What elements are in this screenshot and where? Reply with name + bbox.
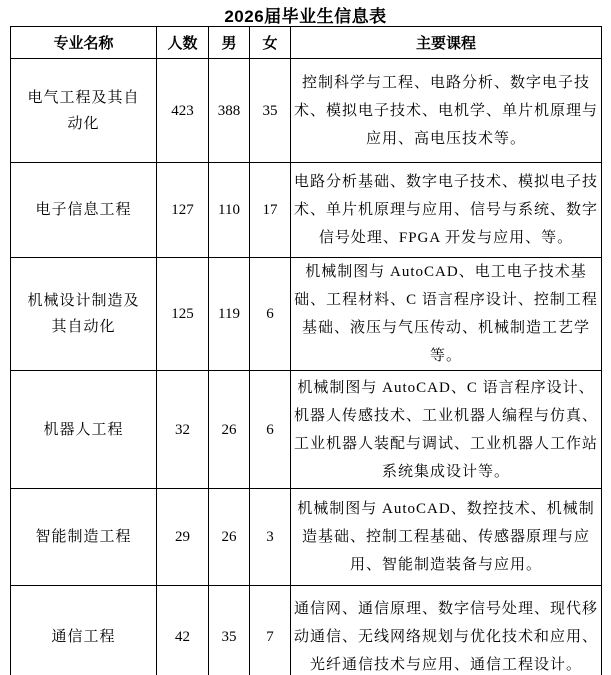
female-count-cell: 35: [250, 59, 291, 163]
major-name-cell: 智能制造工程: [11, 489, 157, 586]
male-count-cell: 110: [209, 163, 250, 258]
total-count-cell: 42: [157, 586, 209, 675]
male-count-cell: 26: [209, 489, 250, 586]
total-count-cell: 423: [157, 59, 209, 163]
female-count-cell: 3: [250, 489, 291, 586]
table-row: [11, 371, 602, 489]
courses-cell: 机械制图与 AutoCAD、数控技术、机械制造基础、控制工程基础、传感器原理与应用、智能制造装备与应用。: [291, 489, 602, 586]
table-row: [11, 59, 602, 163]
male-count-cell: 388: [209, 59, 250, 163]
table-header-row: [11, 27, 602, 59]
female-count-cell: 6: [250, 258, 291, 371]
total-count-cell: 127: [157, 163, 209, 258]
female-count-cell: 6: [250, 371, 291, 489]
major-name-cell: 机械设计制造及其自动化: [11, 258, 157, 371]
male-count-cell: 35: [209, 586, 250, 675]
courses-cell: 电路分析基础、数字电子技术、模拟电子技术、单片机原理与应用、信号与系统、数字信号处理、FPGA 开发与应用、等。: [291, 163, 602, 258]
male-count-cell: 26: [209, 371, 250, 489]
courses-cell: 控制科学与工程、电路分析、数字电子技术、模拟电子技术、电机学、单片机原理与应用、高电压技术等。: [291, 59, 602, 163]
table-row: [11, 258, 602, 371]
table-row: [11, 163, 602, 258]
courses-cell: 机械制图与 AutoCAD、C 语言程序设计、机器人传感技术、工业机器人编程与仿真、工业机器人装配与调试、工业机器人工作站系统集成设计等。: [291, 371, 602, 489]
major-name-cell: 通信工程: [11, 586, 157, 675]
header-main-courses: 主要课程: [291, 27, 602, 59]
header-major-name: 专业名称: [11, 27, 157, 59]
female-count-cell: 7: [250, 586, 291, 675]
header-male-count: 男: [209, 27, 250, 59]
major-name-cell: 电气工程及其自动化: [11, 59, 157, 163]
document-title: 2026届毕业生信息表: [224, 7, 387, 26]
header-female-count: 女: [250, 27, 291, 59]
total-count-cell: 125: [157, 258, 209, 371]
total-count-cell: 29: [157, 489, 209, 586]
courses-cell: 通信网、通信原理、数字信号处理、现代移动通信、无线网络规划与优化技术和应用、光纤通信技术与应用、通信工程设计。: [291, 586, 602, 675]
table-row: [11, 489, 602, 586]
major-name-cell: 机器人工程: [11, 371, 157, 489]
table-row: [11, 586, 602, 675]
female-count-cell: 17: [250, 163, 291, 258]
graduate-info-table: [10, 26, 602, 675]
header-total-count: 人数: [157, 27, 209, 59]
courses-cell: 机械制图与 AutoCAD、电工电子技术基础、工程材料、C 语言程序设计、控制工程基础、液压与气压传动、机械制造工艺学等。: [291, 258, 602, 371]
male-count-cell: 119: [209, 258, 250, 371]
table-body: [11, 59, 602, 675]
major-name-cell: 电子信息工程: [11, 163, 157, 258]
total-count-cell: 32: [157, 371, 209, 489]
